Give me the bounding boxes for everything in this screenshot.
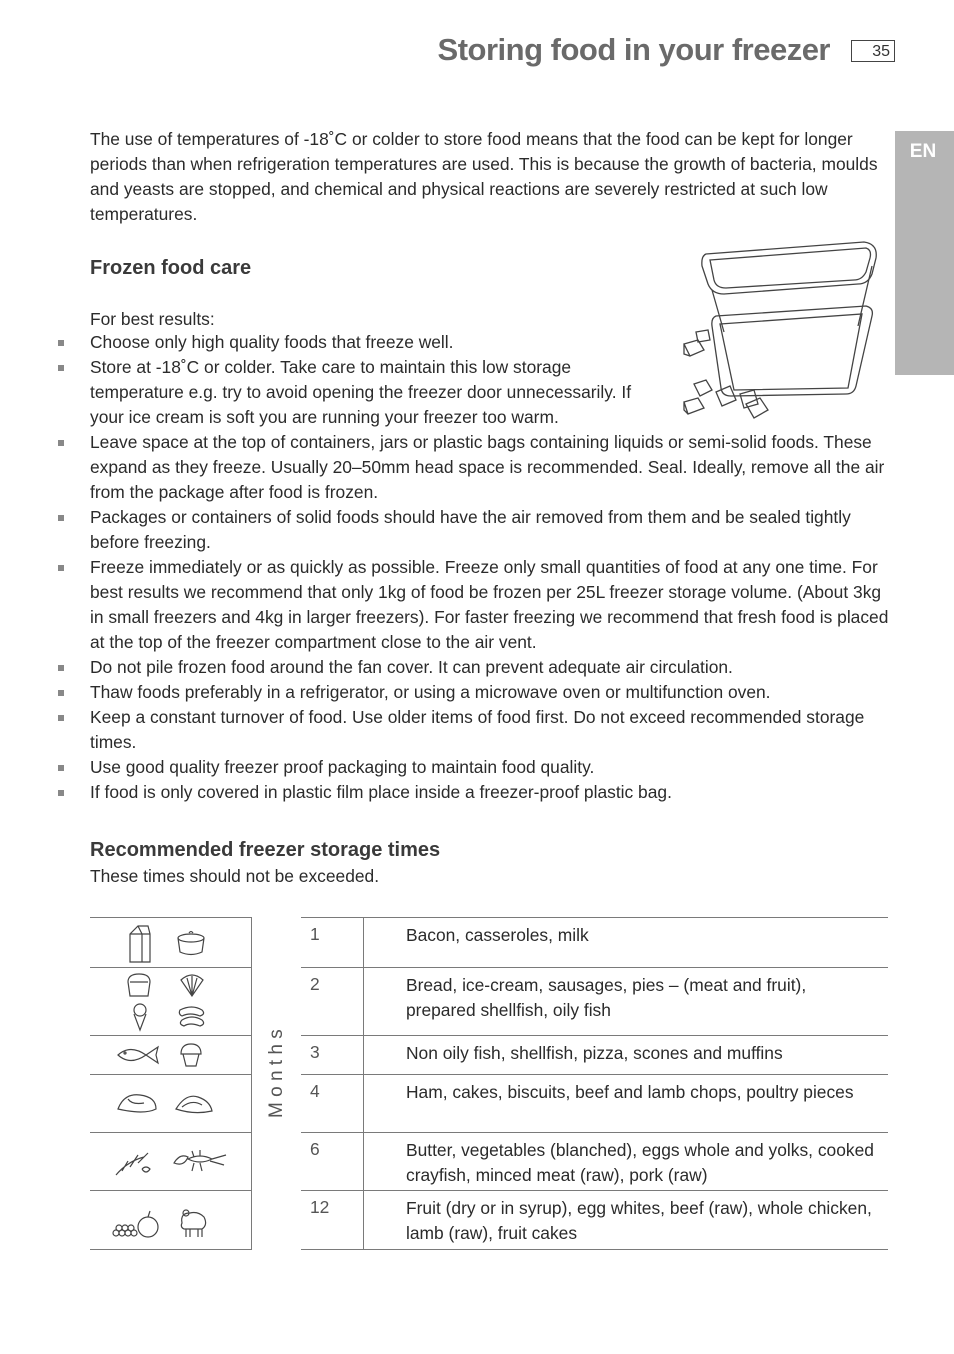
language-label: EN [909,141,937,162]
bullet-marker [58,565,64,571]
pot-icon [174,930,208,958]
shellfish-icon [178,972,206,998]
language-tab [895,131,954,375]
months-value: 12 [300,1191,364,1249]
list-item [58,655,898,680]
food-icons [90,1036,250,1075]
bullet-marker [58,665,64,671]
table-row [90,1190,888,1250]
food-list: Butter, vegetables (blanched), eggs whole and yolks, cooked crayfish, minced meat (raw), pork (raw) [406,1140,874,1185]
bullet-marker [58,340,64,346]
list-item [58,330,898,355]
list-item-text: Choose only high quality foods that freeze well. [90,332,454,352]
months-label: M o n t h s [266,1029,287,1119]
months-column [251,917,301,1250]
months-value: 6 [300,1133,364,1191]
sausage-icon [176,1004,208,1030]
food-list: Bread, ice-cream, sausages, pies – (meat and fruit), prepared shellfish, oily fish [406,975,807,1020]
bullet-marker [58,790,64,796]
list-item-text: Leave space at the top of containers, jars or plastic bags containing liquids or semi-solid foods. These expand as they freeze. Usually 20–50mm head space is recommended. Seal. Ideally, remove all the air from the package after food is frozen. [90,432,885,502]
best-results-lead: For best results: [90,309,215,329]
vegetables-icon [114,1147,154,1179]
food-list: Fruit (dry or in syrup), egg whites, beef (raw), whole chicken, lamb (raw), fruit cakes [406,1198,872,1243]
months-value: 1 [300,918,364,968]
bullet-marker [58,690,64,696]
table-row [90,1132,888,1191]
muffin-icon [178,1042,204,1068]
frozen-food-care-heading: Frozen food care [90,257,252,279]
list-item [58,680,898,705]
list-item-text: Keep a constant turnover of food. Use older items of food first. Do not exceed recommended storage times. [90,707,865,752]
food-icons [90,968,250,1036]
table-row [90,1074,888,1133]
food-icons [90,1133,250,1191]
food-icons [90,1075,250,1133]
storage-times-heading: Recommended freezer storage times [90,839,441,861]
food-icons [90,918,250,968]
table-row [90,967,888,1036]
table-row [90,1035,888,1075]
bread-icon [124,972,154,998]
table-row [90,917,888,968]
fish-icon [116,1044,160,1066]
chicken-leg-icon [172,1089,216,1117]
list-item-text: Store at -18˚C or colder. Take care to maintain this low storage temperature e.g. try to avoid opening the freezer door unnecessarily. If your ice cream is soft you are running your freezer too warm. [90,357,632,427]
list-item [58,430,898,505]
storage-times-subheading: These times should not be exceeded. [90,866,380,886]
list-item [58,705,898,755]
months-value: 2 [300,968,364,1036]
list-item [58,780,898,805]
crayfish-icon [170,1147,228,1177]
milk-carton-icon [126,924,154,964]
care-bullet-list [58,330,898,805]
food-list: Ham, cakes, biscuits, beef and lamb chops, poultry pieces [406,1082,854,1102]
list-item-text: Freeze immediately or as quickly as possible. Freeze only small quantities of food at any one time. For best results we recommend that only 1kg of food be frozen per 25L freezer storage volume. (About 3kg in small freezers and 4kg in larger freezers). For faster freezing we recommend that fresh food is placed at the top of the freezer compartment close to the air vent. [90,557,889,652]
list-item-text: Thaw foods preferably in a refrigerator, or using a microwave oven or multifunction oven. [90,682,771,702]
bullet-marker [58,715,64,721]
page-title: Storing food in your freezer [437,32,830,67]
list-item [58,755,898,780]
food-list: Bacon, casseroles, milk [406,925,589,945]
food-icons [90,1191,250,1249]
food-list: Non oily fish, shellfish, pizza, scones and muffins [406,1043,783,1063]
months-value: 3 [300,1036,364,1075]
ham-icon [114,1089,160,1117]
bullet-marker [58,765,64,771]
list-item-text: Do not pile frozen food around the fan cover. It can prevent adequate air circulation. [90,657,733,677]
fruit-icon [108,1209,160,1241]
bullet-marker [58,515,64,521]
list-item-text: If food is only covered in plastic film place inside a freezer-proof plastic bag. [90,782,672,802]
bullet-marker [58,440,64,446]
list-item-text: Use good quality freezer proof packaging to maintain food quality. [90,757,595,777]
page-number: 35 [851,40,895,62]
list-item-text: Packages or containers of solid foods should have the air removed from them and be sealed tightly before freezing. [90,507,851,552]
lamb-icon [176,1207,210,1241]
list-item [58,355,898,430]
ice-cream-icon [130,1002,150,1032]
bullet-marker [58,365,64,371]
list-item [58,505,898,555]
intro-paragraph: The use of temperatures of -18˚C or colder to store food means that the food can be kept for longer periods than when refrigeration temperatures are used. This is because the growth of bacteria, moulds and yeasts are stopped, and chemical and physical reactions are severely restricted at such low temperatures. [90,129,878,224]
list-item [58,555,898,655]
months-value: 4 [300,1075,364,1133]
